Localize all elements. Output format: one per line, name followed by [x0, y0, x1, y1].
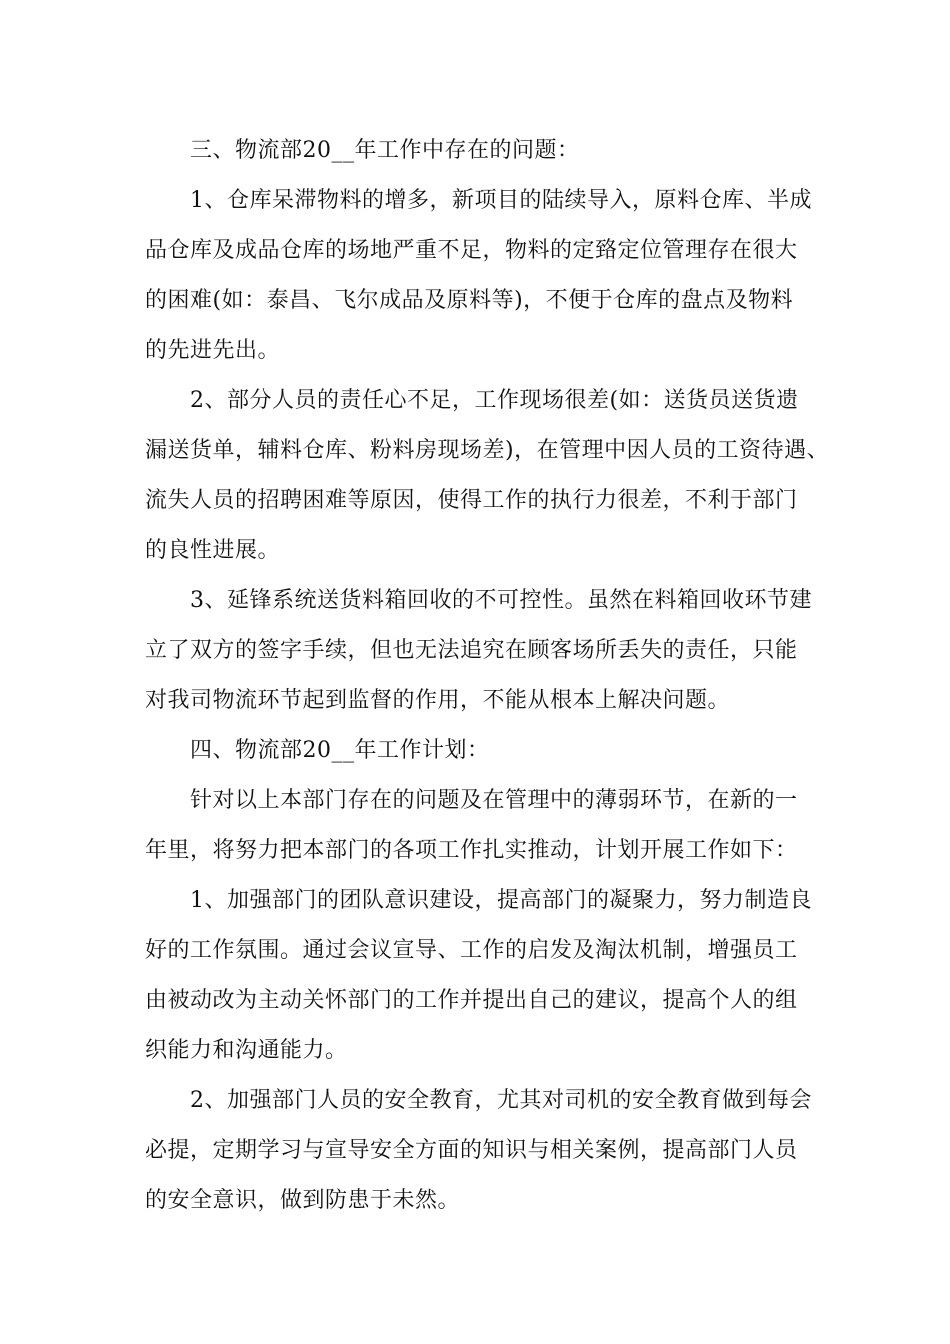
paragraph-line: 2、加强部门人员的安全教育，尤其对司机的安全教育做到每会 [190, 1088, 812, 1113]
paragraph-line: 的良性进展。 [145, 538, 281, 563]
paragraph-line: 流失人员的招聘困难等原因，使得工作的执行力很差，不利于部门 [145, 488, 798, 513]
paragraph-line: 1、仓库呆滞物料的增多，新项目的陆续导入，原料仓库、半成 [190, 188, 812, 213]
paragraph-line: 针对以上本部门存在的问题及在管理中的薄弱环节，在新的一 [190, 788, 798, 813]
paragraph-line: 立了双方的签字手续，但也无法追究在顾客场所丢失的责任，只能 [145, 638, 798, 663]
paragraph-line: 的安全意识，做到防患于未然。 [145, 1188, 461, 1213]
paragraph-line: 品仓库及成品仓库的场地严重不足，物料的定臵定位管理存在很大 [145, 238, 798, 263]
paragraph-line: 由被动改为主动关怀部门的工作并提出自己的建议，提高个人的组 [145, 988, 798, 1013]
paragraph-line: 的困难(如：泰昌、飞尔成品及原料等)，不便于仓库的盘点及物料 [145, 288, 794, 313]
heading-problems: 三、物流部20__年工作中存在的问题： [190, 138, 580, 163]
paragraph-line: 3、延锋系统送货料箱回收的不可控性。虽然在料箱回收环节建 [190, 588, 812, 613]
paragraph-line: 2、部分人员的责任心不足，工作现场很差(如：送货员送货遗 [190, 388, 799, 413]
paragraph-line: 好的工作氛围。通过会议宣导、工作的启发及淘汰机制，增强员工 [145, 938, 798, 963]
paragraph-line: 对我司物流环节起到监督的作用，不能从根本上解决问题。 [145, 688, 731, 713]
paragraph-line: 年里，将努力把本部门的各项工作扎实推动，计划开展工作如下： [145, 838, 798, 863]
paragraph-line: 1、加强部门的团队意识建设，提高部门的凝聚力，努力制造良 [190, 888, 812, 913]
paragraph-line: 的先进先出。 [145, 338, 281, 363]
paragraph-line: 织能力和沟通能力。 [145, 1038, 348, 1063]
heading-plan: 四、物流部20__年工作计划： [190, 738, 490, 763]
paragraph-line: 必提，定期学习与宣导安全方面的知识与相关案例，提高部门人员 [145, 1138, 798, 1163]
paragraph-line: 漏送货单，辅料仓库、粉料房现场差)，在管理中因人员的工资待遇、 [145, 438, 830, 463]
